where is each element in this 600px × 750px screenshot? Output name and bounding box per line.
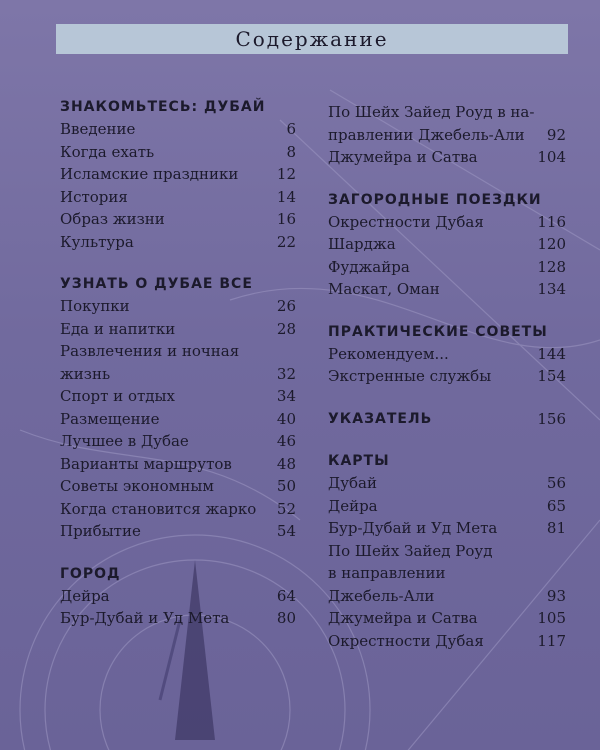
entry-label: По Шейх Зайед Роуд в направлении Джебель-Али [328, 541, 493, 605]
entry-page: 6 [286, 120, 296, 138]
entry-page: 92 [546, 125, 566, 144]
entry-page: 48 [276, 454, 296, 473]
toc-entry[interactable] [60, 231, 296, 254]
toc-entry[interactable] [60, 475, 296, 498]
entry-page: 28 [276, 319, 296, 338]
section-heading-maps: КАРТЫ [328, 453, 390, 469]
toc-entry[interactable] [60, 186, 296, 209]
entry-label: Экстренные службы [328, 367, 492, 385]
section-spacer [328, 301, 566, 321]
entry-page: 81 [546, 519, 566, 537]
toc-entry[interactable] [328, 365, 566, 388]
entry-page: 40 [276, 409, 296, 428]
section-heading-index: УКАЗАТЕЛЬ [328, 411, 433, 427]
entry-page: 128 [537, 257, 566, 276]
entry-page: 134 [537, 280, 566, 298]
entry-label: Варианты маршрутов [60, 454, 232, 473]
entry-page: 120 [537, 235, 566, 253]
entry-page: 12 [276, 165, 296, 183]
toc-entry[interactable] [60, 607, 296, 630]
entry-page: 16 [276, 210, 296, 228]
section-spacer [60, 543, 296, 563]
entry-page: 8 [286, 142, 296, 161]
entry-label: Советы экономным [60, 477, 214, 495]
entry-page: 32 [276, 364, 296, 383]
toc-entry[interactable] [328, 256, 566, 279]
entry-label: Джумейра и Сатва [328, 609, 478, 627]
entry-label: Когда ехать [60, 142, 155, 161]
entry-page: 56 [546, 474, 566, 492]
toc-entry[interactable] [60, 585, 296, 608]
toc-entry[interactable] [328, 211, 566, 234]
toc-entry[interactable] [60, 498, 296, 521]
toc-entry[interactable] [60, 208, 296, 231]
toc-entry[interactable] [328, 101, 566, 146]
toc-entry[interactable] [328, 630, 566, 653]
section-heading-dubai-intro: ЗНАКОМЬТЕСЬ: ДУБАЙ [60, 99, 266, 115]
entry-label: Фуджайра [328, 257, 410, 276]
section-spacer [328, 388, 566, 408]
entry-label: По Шейх Зайед Роуд в на- правлении Джебель-Али [328, 103, 535, 144]
toc-entry[interactable] [60, 141, 296, 164]
toc-entry[interactable] [60, 163, 296, 186]
entry-label: История [60, 187, 128, 206]
entry-page: 65 [546, 496, 566, 515]
entry-page: 80 [276, 609, 296, 627]
entry-page: 104 [537, 148, 566, 166]
toc-entry[interactable] [60, 520, 296, 543]
entry-page: 54 [276, 522, 296, 540]
section-heading-city: ГОРОД [60, 565, 121, 582]
entry-page: 105 [537, 609, 566, 627]
entry-label: Когда становится жарко [60, 499, 257, 518]
toc-entry[interactable] [60, 318, 296, 341]
entry-label: Маскат, Оман [328, 280, 440, 298]
entry-label: Еда и напитки [60, 319, 176, 338]
entry-page: 46 [276, 432, 296, 450]
toc-entry[interactable] [60, 430, 296, 453]
entry-label: Размещение [60, 409, 160, 428]
entry-page: 64 [276, 586, 296, 605]
entry-page: 116 [537, 212, 566, 231]
entry-page: 50 [276, 477, 296, 495]
toc-entry[interactable] [60, 408, 296, 431]
entry-label: Лучшее в Дубае [60, 432, 189, 450]
toc-entry[interactable] [328, 233, 566, 256]
entry-page: 154 [537, 367, 566, 385]
entry-label: Дубай [328, 474, 377, 492]
section-spacer [328, 169, 566, 189]
toc-entry[interactable] [328, 278, 566, 301]
left-column [60, 96, 296, 630]
toc-entry[interactable] [60, 340, 296, 385]
entry-page: 117 [537, 631, 566, 650]
entry-label: Дейра [328, 496, 378, 515]
toc-entry[interactable] [60, 295, 296, 318]
entry-label: Покупки [60, 297, 130, 315]
toc-entry[interactable] [328, 540, 566, 608]
toc-entry[interactable] [328, 472, 566, 495]
entry-page: 34 [276, 387, 296, 405]
entry-label: Введение [60, 120, 136, 138]
entry-label: Шарджа [328, 235, 396, 253]
toc-entry[interactable] [328, 343, 566, 366]
toc-entry[interactable] [60, 385, 296, 408]
toc-entry[interactable] [328, 146, 566, 169]
entry-label: Развлечения и ночная жизнь [60, 342, 240, 383]
section-heading-excursions: ЗАГОРОДНЫЕ ПОЕЗДКИ [328, 191, 542, 208]
entry-label: Бур-Дубай и Уд Мета [60, 609, 230, 627]
entry-label: Рекомендуем... [328, 344, 449, 363]
entry-label: Бур-Дубай и Уд Мета [328, 519, 498, 537]
toc-entry[interactable] [328, 517, 566, 540]
entry-label: Окрестности Дубая [328, 212, 484, 231]
entry-label: Прибытие [60, 522, 141, 540]
toc-entry[interactable] [328, 495, 566, 518]
contents-title: Содержание [56, 24, 568, 54]
entry-page: 52 [276, 499, 296, 518]
right-column [328, 101, 566, 652]
toc-entry[interactable] [60, 118, 296, 141]
entry-page: 26 [276, 297, 296, 315]
entry-label: Культура [60, 232, 134, 251]
toc-entry[interactable] [60, 453, 296, 476]
section-spacer [60, 253, 296, 273]
entry-label: Дейра [60, 586, 110, 605]
entry-label: Спорт и отдых [60, 387, 175, 405]
section-spacer [328, 430, 566, 450]
entry-label: Исламские праздники [60, 165, 239, 183]
entry-label: Джумейра и Сатва [328, 148, 478, 166]
entry-page: 156 [537, 409, 566, 428]
entry-page: 93 [546, 586, 566, 605]
entry-page: 144 [537, 344, 566, 363]
entry-page: 14 [276, 187, 296, 206]
toc-entry[interactable] [328, 607, 566, 630]
section-heading-about-dubai: УЗНАТЬ О ДУБАЕ ВСЕ [60, 276, 253, 292]
entry-page: 22 [276, 232, 296, 251]
toc-entry-index[interactable] [328, 408, 566, 431]
section-heading-practical-tips: ПРАКТИЧЕСКИЕ СОВЕТЫ [328, 323, 548, 340]
entry-label: Окрестности Дубая [328, 631, 484, 650]
entry-label: Образ жизни [60, 210, 165, 228]
